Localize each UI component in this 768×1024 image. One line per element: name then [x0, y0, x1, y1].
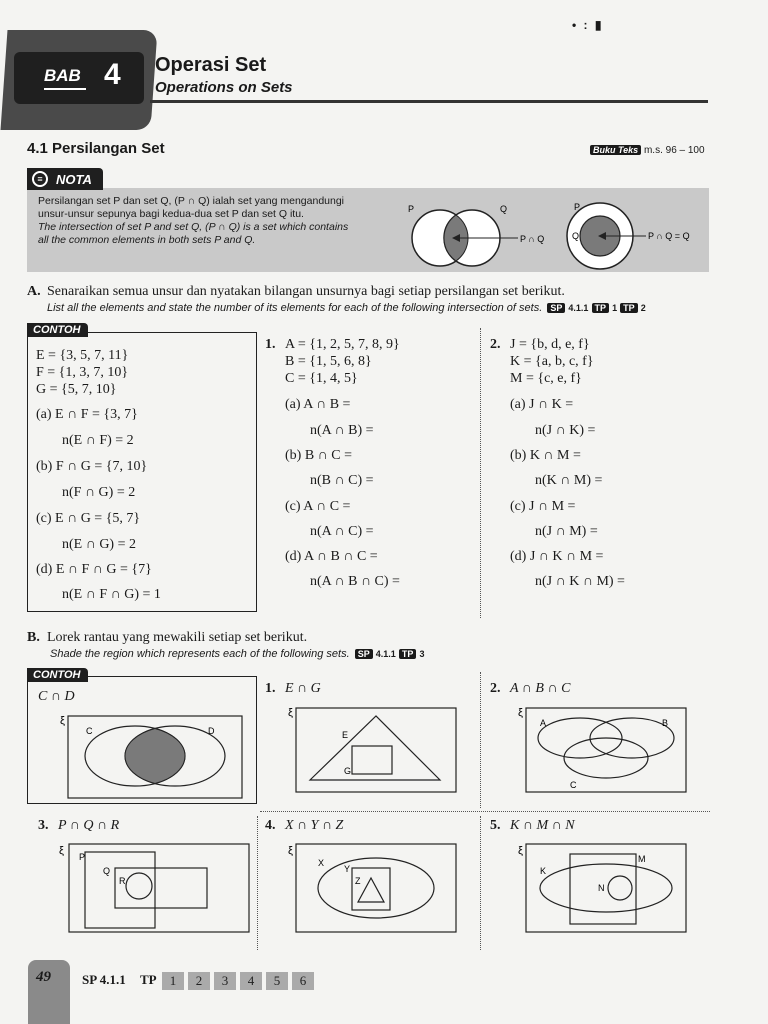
nota-d2-p: P: [574, 202, 581, 212]
venn-q1: [282, 702, 462, 798]
a-q1-number: 1.: [265, 337, 276, 352]
contoh-a-set-g: G = {5, 7, 10}: [36, 382, 117, 397]
b-column-divider-1: [480, 672, 481, 808]
footer-sp: SP 4.1.1: [82, 972, 126, 987]
venn-q1-xi: ξ: [288, 707, 293, 719]
nota-diagram-2: [560, 198, 710, 270]
a-q2-na: n(J ∩ K) =: [535, 423, 596, 438]
tp-level-2: 2: [640, 303, 646, 313]
venn-q4-xi: ξ: [288, 845, 293, 857]
a-q1-pb: (b) B ∩ C =: [285, 448, 353, 463]
sp-chip: SP: [547, 303, 565, 313]
contoh-a-a1: (a) E ∩ F = {3, 7}: [36, 407, 138, 422]
venn-q2-xi: ξ: [518, 707, 523, 719]
part-a-letter: A.: [27, 284, 41, 299]
a-q2-nb: n(K ∩ M) =: [535, 473, 603, 488]
venn-q2-b: B: [662, 718, 669, 728]
nota-d2-q: Q: [572, 231, 580, 241]
venn-q4-z: Z: [355, 876, 361, 886]
part-b-instruction-en-text: Shade the region which represents each of the following sets.: [50, 648, 350, 660]
a-q1-pd: (d) A ∩ B ∩ C =: [285, 549, 378, 564]
a-q2-pc: (c) J ∩ M =: [510, 499, 576, 514]
b-q2-number: 2.: [490, 681, 501, 696]
venn-q1-e: E: [342, 730, 349, 740]
part-b-instruction-en: [50, 648, 424, 660]
nota-text: [38, 195, 348, 247]
tp-box-3: 3: [214, 972, 236, 990]
bab-label: BAB: [44, 66, 81, 85]
venn-q5-xi: ξ: [518, 845, 523, 857]
chapter-subtitle: Operations on Sets: [155, 79, 293, 96]
buku-teks-ref: [590, 145, 705, 156]
footer-tp: TP: [140, 972, 157, 987]
contoh-a-d1: (d) E ∩ F ∩ G = {7}: [36, 562, 152, 577]
b-sp-code: 4.1.1: [375, 649, 396, 659]
b-column-divider-3: [480, 816, 481, 950]
a-q2-pa: (a) J ∩ K =: [510, 397, 574, 412]
venn-q2-a: A: [540, 718, 547, 728]
venn-contoh-d: D: [208, 726, 215, 736]
contoh-a-a2: n(E ∩ F) = 2: [62, 433, 134, 448]
b-q1-number: 1.: [265, 681, 276, 696]
a-column-divider: [480, 328, 481, 618]
contoh-a-label: CONTOH: [27, 323, 88, 337]
a-q1-na: n(A ∩ B) =: [310, 423, 374, 438]
a-q1-pa: (a) A ∩ B =: [285, 397, 351, 412]
nota-line-1: Persilangan set P dan set Q, (P ∩ Q) ialah set yang mengandungi: [38, 195, 345, 207]
venn-q5-n: N: [598, 883, 605, 893]
nota-line-3: The intersection of set P and set Q, (P ∩ Q) is a set which contains: [38, 221, 349, 233]
a-q1-nc: n(A ∩ C) =: [310, 524, 374, 539]
venn-contoh: [60, 712, 250, 802]
sp-code: 4.1.1: [568, 303, 589, 313]
nota-line-2: unsur-unsur sepunya bagi kedua-dua set P dan set Q itu.: [38, 208, 304, 220]
b-tp-chip: TP: [399, 649, 417, 659]
b-row-divider: [260, 811, 710, 812]
tp-level-1: 1: [612, 303, 618, 313]
part-a-instruction-en-text: List all the elements and state the number of its elements for each of the following intersection of sets.: [47, 302, 543, 314]
part-a-instruction: Senaraikan semua unsur dan nyatakan bilangan unsurnya bagi setiap persilangan set berikut.: [47, 284, 565, 299]
nota-diagram-1: [400, 198, 570, 270]
venn-q4-x: X: [318, 858, 325, 868]
nota-line-4: all the common elements in both sets P and Q.: [38, 234, 256, 246]
b-q4-number: 4.: [265, 818, 276, 833]
nota-label: NOTA: [56, 172, 92, 187]
contoh-a-c1: (c) E ∩ G = {5, 7}: [36, 511, 141, 526]
section-title: 4.1 Persilangan Set: [27, 140, 165, 157]
nota-d1-label: P ∩ Q: [520, 234, 545, 244]
tp-box-2: 2: [188, 972, 210, 990]
venn-q3-xi: ξ: [59, 845, 64, 857]
contoh-b-expr: C ∩ D: [38, 689, 75, 704]
contoh-a-d2: n(E ∩ F ∩ G) = 1: [62, 587, 161, 602]
b-q5-expr: K ∩ M ∩ N: [510, 818, 575, 833]
venn-q3-p: P: [79, 852, 86, 862]
buku-teks-chip: Buku Teks: [590, 145, 641, 155]
a-q1-nd: n(A ∩ B ∩ C) =: [310, 574, 400, 589]
venn-q1-g: G: [344, 766, 352, 776]
contoh-a-c2: n(E ∩ G) = 2: [62, 537, 136, 552]
note-icon: ≡: [32, 171, 48, 187]
venn-q2: [512, 702, 702, 798]
a-q2-pd: (d) J ∩ K ∩ M =: [510, 549, 604, 564]
a-q1-set-b: B = {1, 5, 6, 8}: [285, 354, 372, 369]
a-q2-set-m: M = {c, e, f}: [510, 371, 582, 386]
venn-q3-r: R: [119, 876, 126, 886]
contoh-a-set-e: E = {3, 5, 7, 11}: [36, 348, 129, 363]
b-sp-chip: SP: [355, 649, 373, 659]
venn-q4: [282, 838, 462, 938]
tp-chip-2: TP: [620, 303, 638, 313]
contoh-a-b1: (b) F ∩ G = {7, 10}: [36, 459, 148, 474]
venn-q3-q: Q: [103, 866, 111, 876]
part-b-letter: B.: [27, 630, 40, 645]
tp-box-6: 6: [292, 972, 314, 990]
b-q3-number: 3.: [38, 818, 49, 833]
page-number: 49: [36, 969, 51, 985]
bab-underline: [44, 88, 86, 90]
venn-q2-c: C: [570, 780, 577, 790]
tp-level-boxes: [162, 972, 318, 990]
a-q2-nc: n(J ∩ M) =: [535, 524, 598, 539]
buku-teks-pages: m.s. 96 – 100: [643, 145, 705, 156]
chapter-title: Operasi Set: [155, 54, 267, 76]
a-q2-set-k: K = {a, b, c, f}: [510, 354, 594, 369]
venn-q3: [55, 838, 255, 938]
b-q2-expr: A ∩ B ∩ C: [510, 681, 571, 696]
contoh-a-b2: n(F ∩ G) = 2: [62, 485, 136, 500]
b-column-divider-2: [257, 816, 258, 950]
venn-contoh-xi: ξ: [60, 715, 65, 727]
a-q2-nd: n(J ∩ K ∩ M) =: [535, 574, 625, 589]
a-q2-number: 2.: [490, 337, 501, 352]
venn-q5-m: M: [638, 854, 646, 864]
venn-q5-k: K: [540, 866, 547, 876]
a-q1-pc: (c) A ∩ C =: [285, 499, 351, 514]
a-q1-set-a: A = {1, 2, 5, 7, 8, 9}: [285, 337, 400, 352]
header-rule: [150, 100, 708, 103]
venn-contoh-c: C: [86, 726, 93, 736]
a-q2-pb: (b) K ∩ M =: [510, 448, 581, 463]
tp-box-5: 5: [266, 972, 288, 990]
b-q5-number: 5.: [490, 818, 501, 833]
contoh-b-label: CONTOH: [27, 668, 88, 682]
part-a-instruction-en: [47, 302, 646, 314]
nota-d1-q: Q: [500, 204, 508, 214]
venn-q4-y: Y: [344, 864, 351, 874]
tp-chip: TP: [592, 303, 610, 313]
nota-d1-p: P: [408, 204, 415, 214]
b-tp-level: 3: [419, 649, 425, 659]
bab-number: 4: [104, 58, 121, 91]
tp-box-4: 4: [240, 972, 262, 990]
b-q4-expr: X ∩ Y ∩ Z: [285, 818, 344, 833]
a-q1-set-c: C = {1, 4, 5}: [285, 371, 358, 386]
b-q3-expr: P ∩ Q ∩ R: [58, 818, 120, 833]
tp-box-1: 1: [162, 972, 184, 990]
corner-marks: • : ▮: [572, 18, 604, 32]
a-q2-set-j: J = {b, d, e, f}: [510, 337, 590, 352]
venn-q5: [512, 838, 702, 938]
part-b-instruction: Lorek rantau yang mewakili setiap set berikut.: [47, 630, 308, 645]
a-q1-nb: n(B ∩ C) =: [310, 473, 374, 488]
contoh-a-set-f: F = {1, 3, 7, 10}: [36, 365, 129, 380]
b-q1-expr: E ∩ G: [285, 681, 321, 696]
nota-d2-label: P ∩ Q = Q: [648, 231, 690, 241]
